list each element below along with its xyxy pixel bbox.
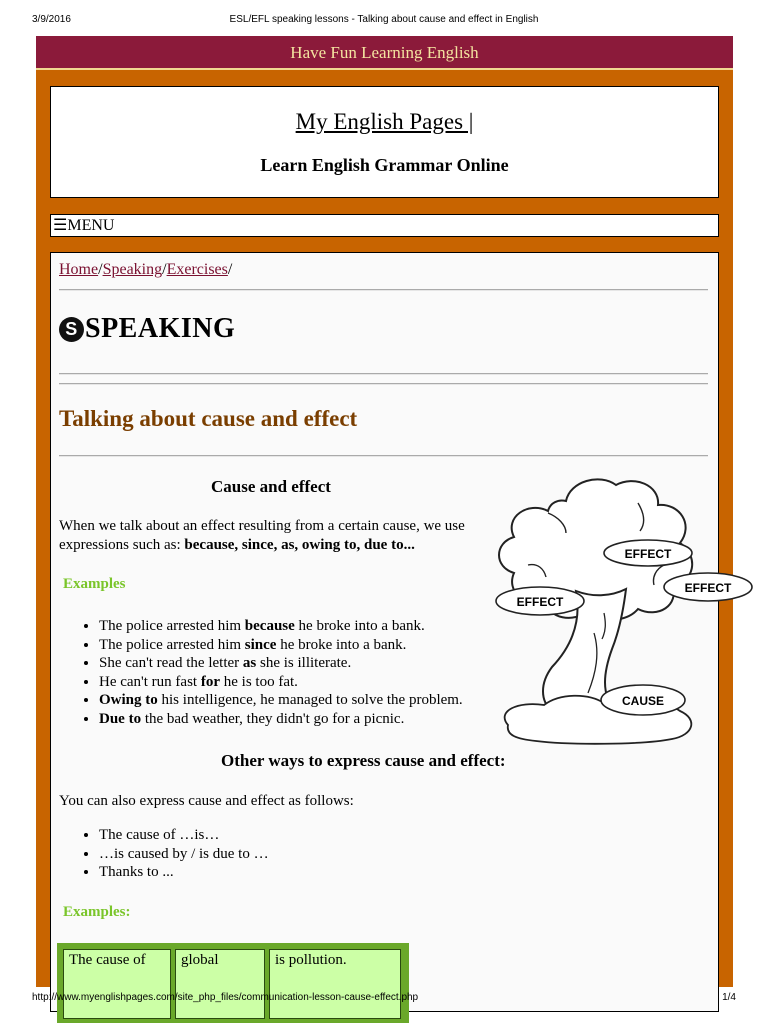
menu-button[interactable] [50, 214, 719, 237]
list-item: • …is caused by / is due to … [99, 845, 269, 864]
print-footer [32, 992, 736, 1006]
print-page-title: ESL/EFL speaking lessons - Talking about cause and effect in English [229, 14, 539, 25]
top-banner: Have Fun Learning English [36, 36, 733, 70]
cause-effect-tree-illustration [488, 473, 732, 745]
intro-expressions: because, since, as, owing to, due to... [184, 537, 415, 553]
breadcrumb-exercises[interactable]: Exercises [166, 261, 228, 278]
breadcrumb-separator: / [98, 261, 103, 278]
examples-table [57, 943, 409, 1023]
tree-label-cause: CAUSE [621, 694, 665, 708]
breadcrumb-speaking[interactable]: Speaking [102, 261, 163, 278]
print-url: http://www.myenglishpages.com/site_php_files/communication-lesson-cause-effect.php [32, 992, 419, 1003]
tree-label-effect-right: EFFECT [684, 581, 732, 595]
site-title-link[interactable]: My English Pages | [295, 109, 474, 134]
other-ways-heading: Other ways to express cause and effect: [221, 751, 506, 770]
list-item: • The cause of …is… [99, 826, 269, 845]
page-frame [36, 36, 733, 987]
divider [59, 383, 708, 385]
intro-paragraph [59, 517, 465, 555]
other-ways-list [59, 826, 269, 882]
speaking-icon: S [59, 317, 84, 342]
divider [59, 455, 708, 457]
section-title [59, 313, 235, 345]
breadcrumb-separator: / [162, 261, 167, 278]
tree-label-effect-left: EFFECT [516, 595, 564, 609]
breadcrumb [59, 261, 232, 279]
examples2-label: Examples: [63, 904, 131, 920]
examples-list [59, 617, 463, 728]
list-item: • Due to the bad weather, they didn't go for a picnic. [99, 710, 463, 729]
list-item: • Thanks to ... [99, 863, 269, 882]
list-item: • The police arrested him since he broke into a bank. [99, 636, 463, 655]
list-item: • He can't run fast for he is too fat. [99, 673, 463, 692]
intro-line-2: expressions such as: [59, 537, 185, 553]
table-cell: The cause of [63, 949, 171, 1019]
other-ways-intro: You can also express cause and effect as follows: [59, 793, 354, 809]
divider [59, 373, 708, 375]
examples-label: Examples [63, 576, 126, 592]
table-cell: global [175, 949, 265, 1019]
print-date: 3/9/2016 [32, 14, 71, 25]
print-page-number: 1/4 [722, 992, 736, 1003]
menu-label: MENU [67, 217, 115, 234]
list-item: • She can't read the letter as she is illiterate. [99, 654, 463, 673]
lesson-title: Talking about cause and effect [59, 406, 358, 431]
hamburger-icon: ☰ [53, 217, 68, 234]
site-header [50, 86, 719, 198]
print-header [32, 14, 736, 28]
site-subtitle: Learn English Grammar Online [260, 155, 509, 175]
section-title-text: SPEAKING [85, 313, 236, 344]
breadcrumb-home[interactable]: Home [59, 261, 99, 278]
intro-line-1: When we talk about an effect resulting from a certain cause, we use [59, 518, 465, 534]
tree-label-effect-top: EFFECT [624, 547, 672, 561]
divider [59, 289, 708, 291]
table-cell: is pollution. [269, 949, 401, 1019]
cause-effect-heading: Cause and effect [211, 477, 331, 496]
list-item: • Owing to his intelligence, he managed to solve the problem. [99, 691, 463, 710]
breadcrumb-separator: / [227, 261, 233, 278]
list-item: • The police arrested him because he broke into a bank. [99, 617, 463, 636]
